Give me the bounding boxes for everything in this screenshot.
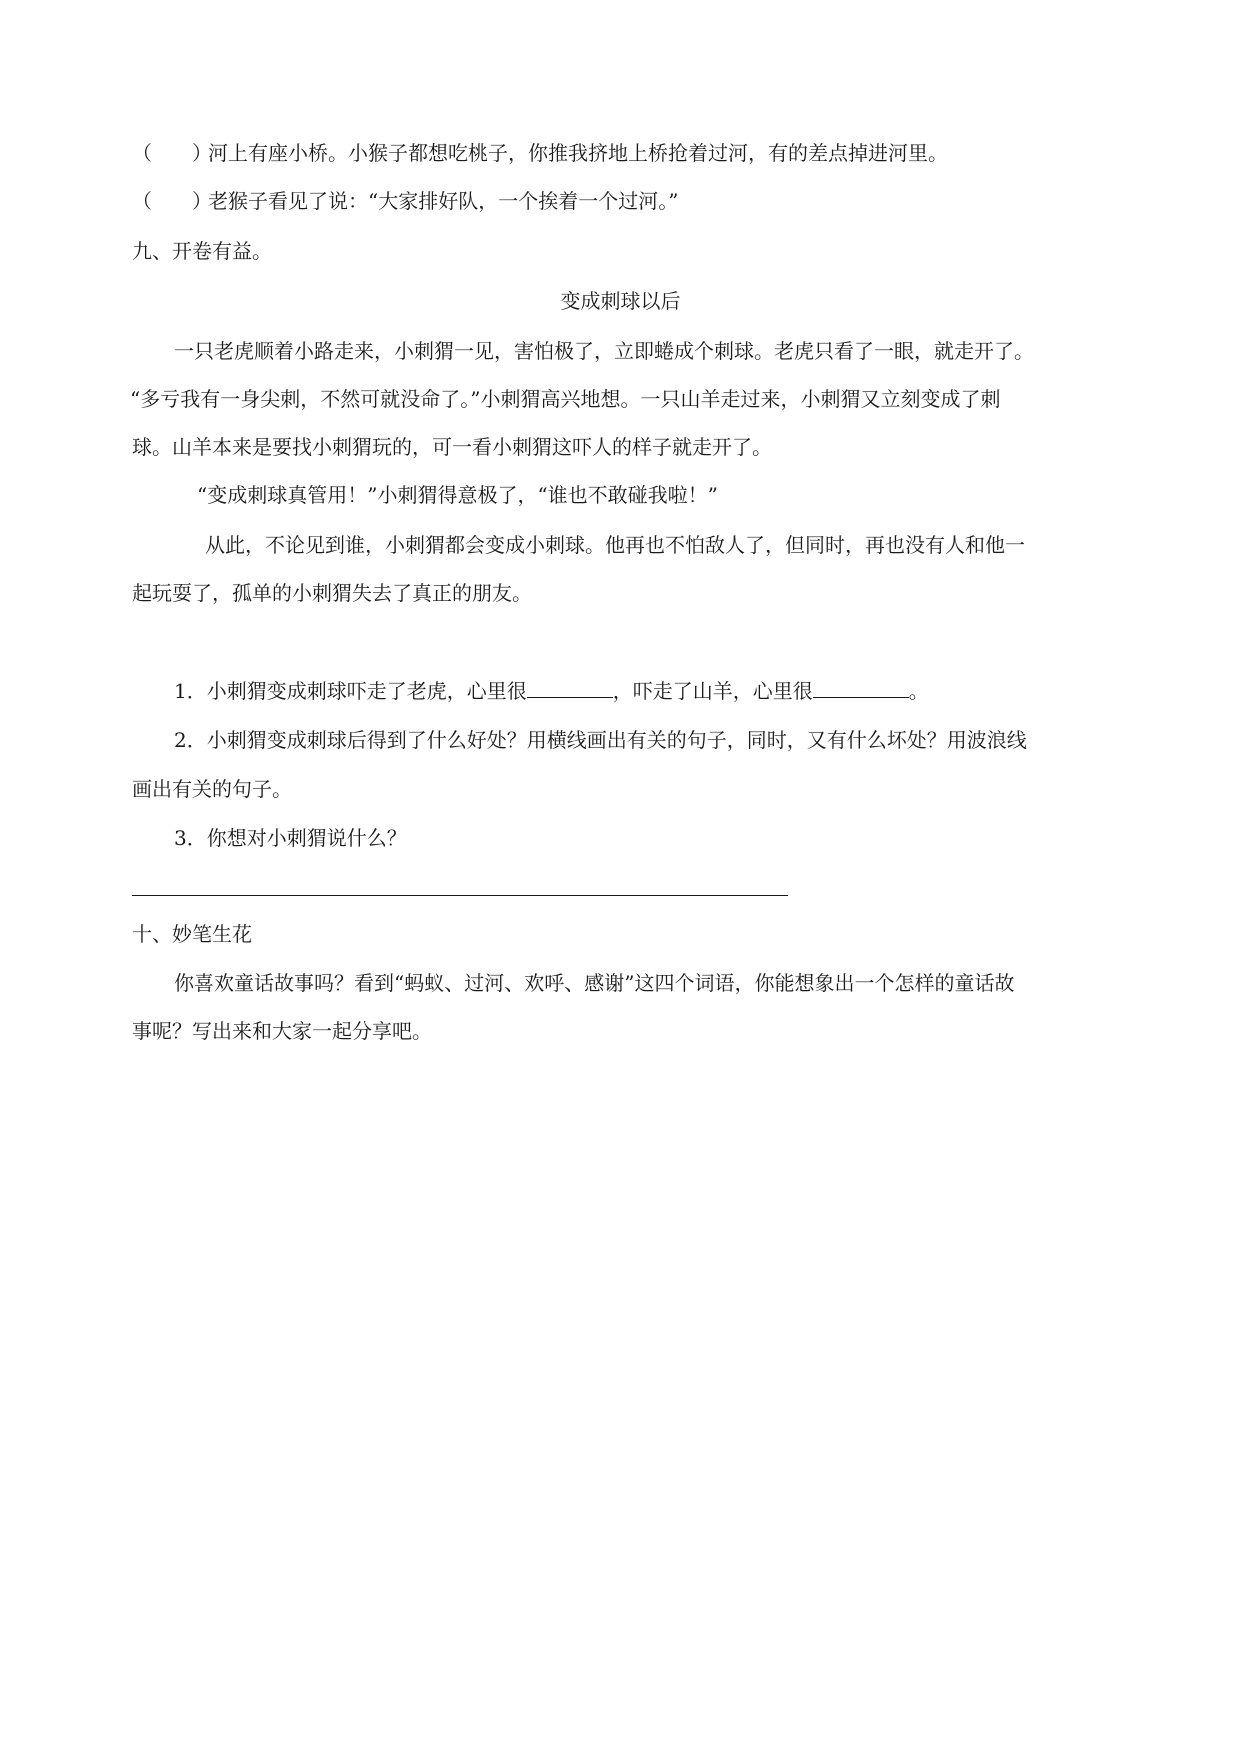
order-item-1	[132, 138, 1112, 168]
question-1-text-a: 1．小刺猬变成刺球吓走了老虎，心里很	[174, 679, 527, 703]
story-para-1-line-3: 球。山羊本来是要找小刺猬玩的，可一看小刺猬这吓人的样子就走开了。	[132, 435, 772, 459]
order-item-2-blank[interactable]: （ ）	[132, 189, 212, 213]
order-item-2	[132, 186, 1112, 216]
story-para-2: “变成刺球真管用！”小刺猬得意极了，“谁也不敢碰我啦！”	[197, 483, 718, 507]
order-item-2-text: 老猴子看见了说：“大家排好队，一个挨着一个过河。”	[208, 189, 679, 213]
question-1-blank-1[interactable]	[527, 677, 613, 698]
question-1-text-c: 。	[908, 679, 929, 703]
section-10-heading: 十、妙笔生花	[132, 922, 252, 946]
question-3: 3．你想对小刺猬说什么？	[174, 826, 407, 850]
question-3-answer-line[interactable]	[132, 895, 788, 896]
story-para-1-line-2: “多亏我有一身尖刺，不然可就没命了。”小刺猬高兴地想。一只山羊走过来，小刺猬又立刻变成了刺	[130, 387, 1001, 411]
order-item-1-text: 河上有座小桥。小猴子都想吃桃子，你推我挤地上桥抢着过河，有的差点掉进河里。	[208, 141, 948, 165]
section-9-heading: 九、开卷有益。	[132, 239, 272, 263]
question-1-text-b: ，吓走了山羊，心里很	[612, 679, 813, 703]
story-para-3-line-2: 起玩耍了，孤单的小刺猬失去了真正的朋友。	[132, 581, 532, 605]
section-10-prompt-line-1: 你喜欢童话故事吗？看到“蚂蚁、过河、欢呼、感谢”这四个词语，你能想象出一个怎样的童话故	[174, 971, 1015, 995]
section-10-prompt-line-2: 事呢？写出来和大家一起分享吧。	[132, 1019, 432, 1043]
order-item-1-blank[interactable]: （ ）	[132, 141, 212, 165]
question-2-line-2: 画出有关的句子。	[132, 777, 292, 801]
question-2-line-1: 2．小刺猬变成刺球后得到了什么好处？用横线画出有关的句子，同时，又有什么坏处？用波浪线	[174, 728, 1027, 752]
question-1	[174, 676, 1154, 706]
story-para-1-line-1: 一只老虎顺着小路走来，小刺猬一见，害怕极了，立即蜷成个刺球。老虎只看了一眼，就走开了。	[174, 339, 1034, 363]
question-1-blank-2[interactable]	[813, 677, 909, 698]
story-para-3-line-1: 从此，不论见到谁，小刺猬都会变成小刺球。他再也不怕敌人了，但同时，再也没有人和他一	[205, 533, 1025, 557]
story-title: 变成刺球以后	[560, 289, 681, 313]
